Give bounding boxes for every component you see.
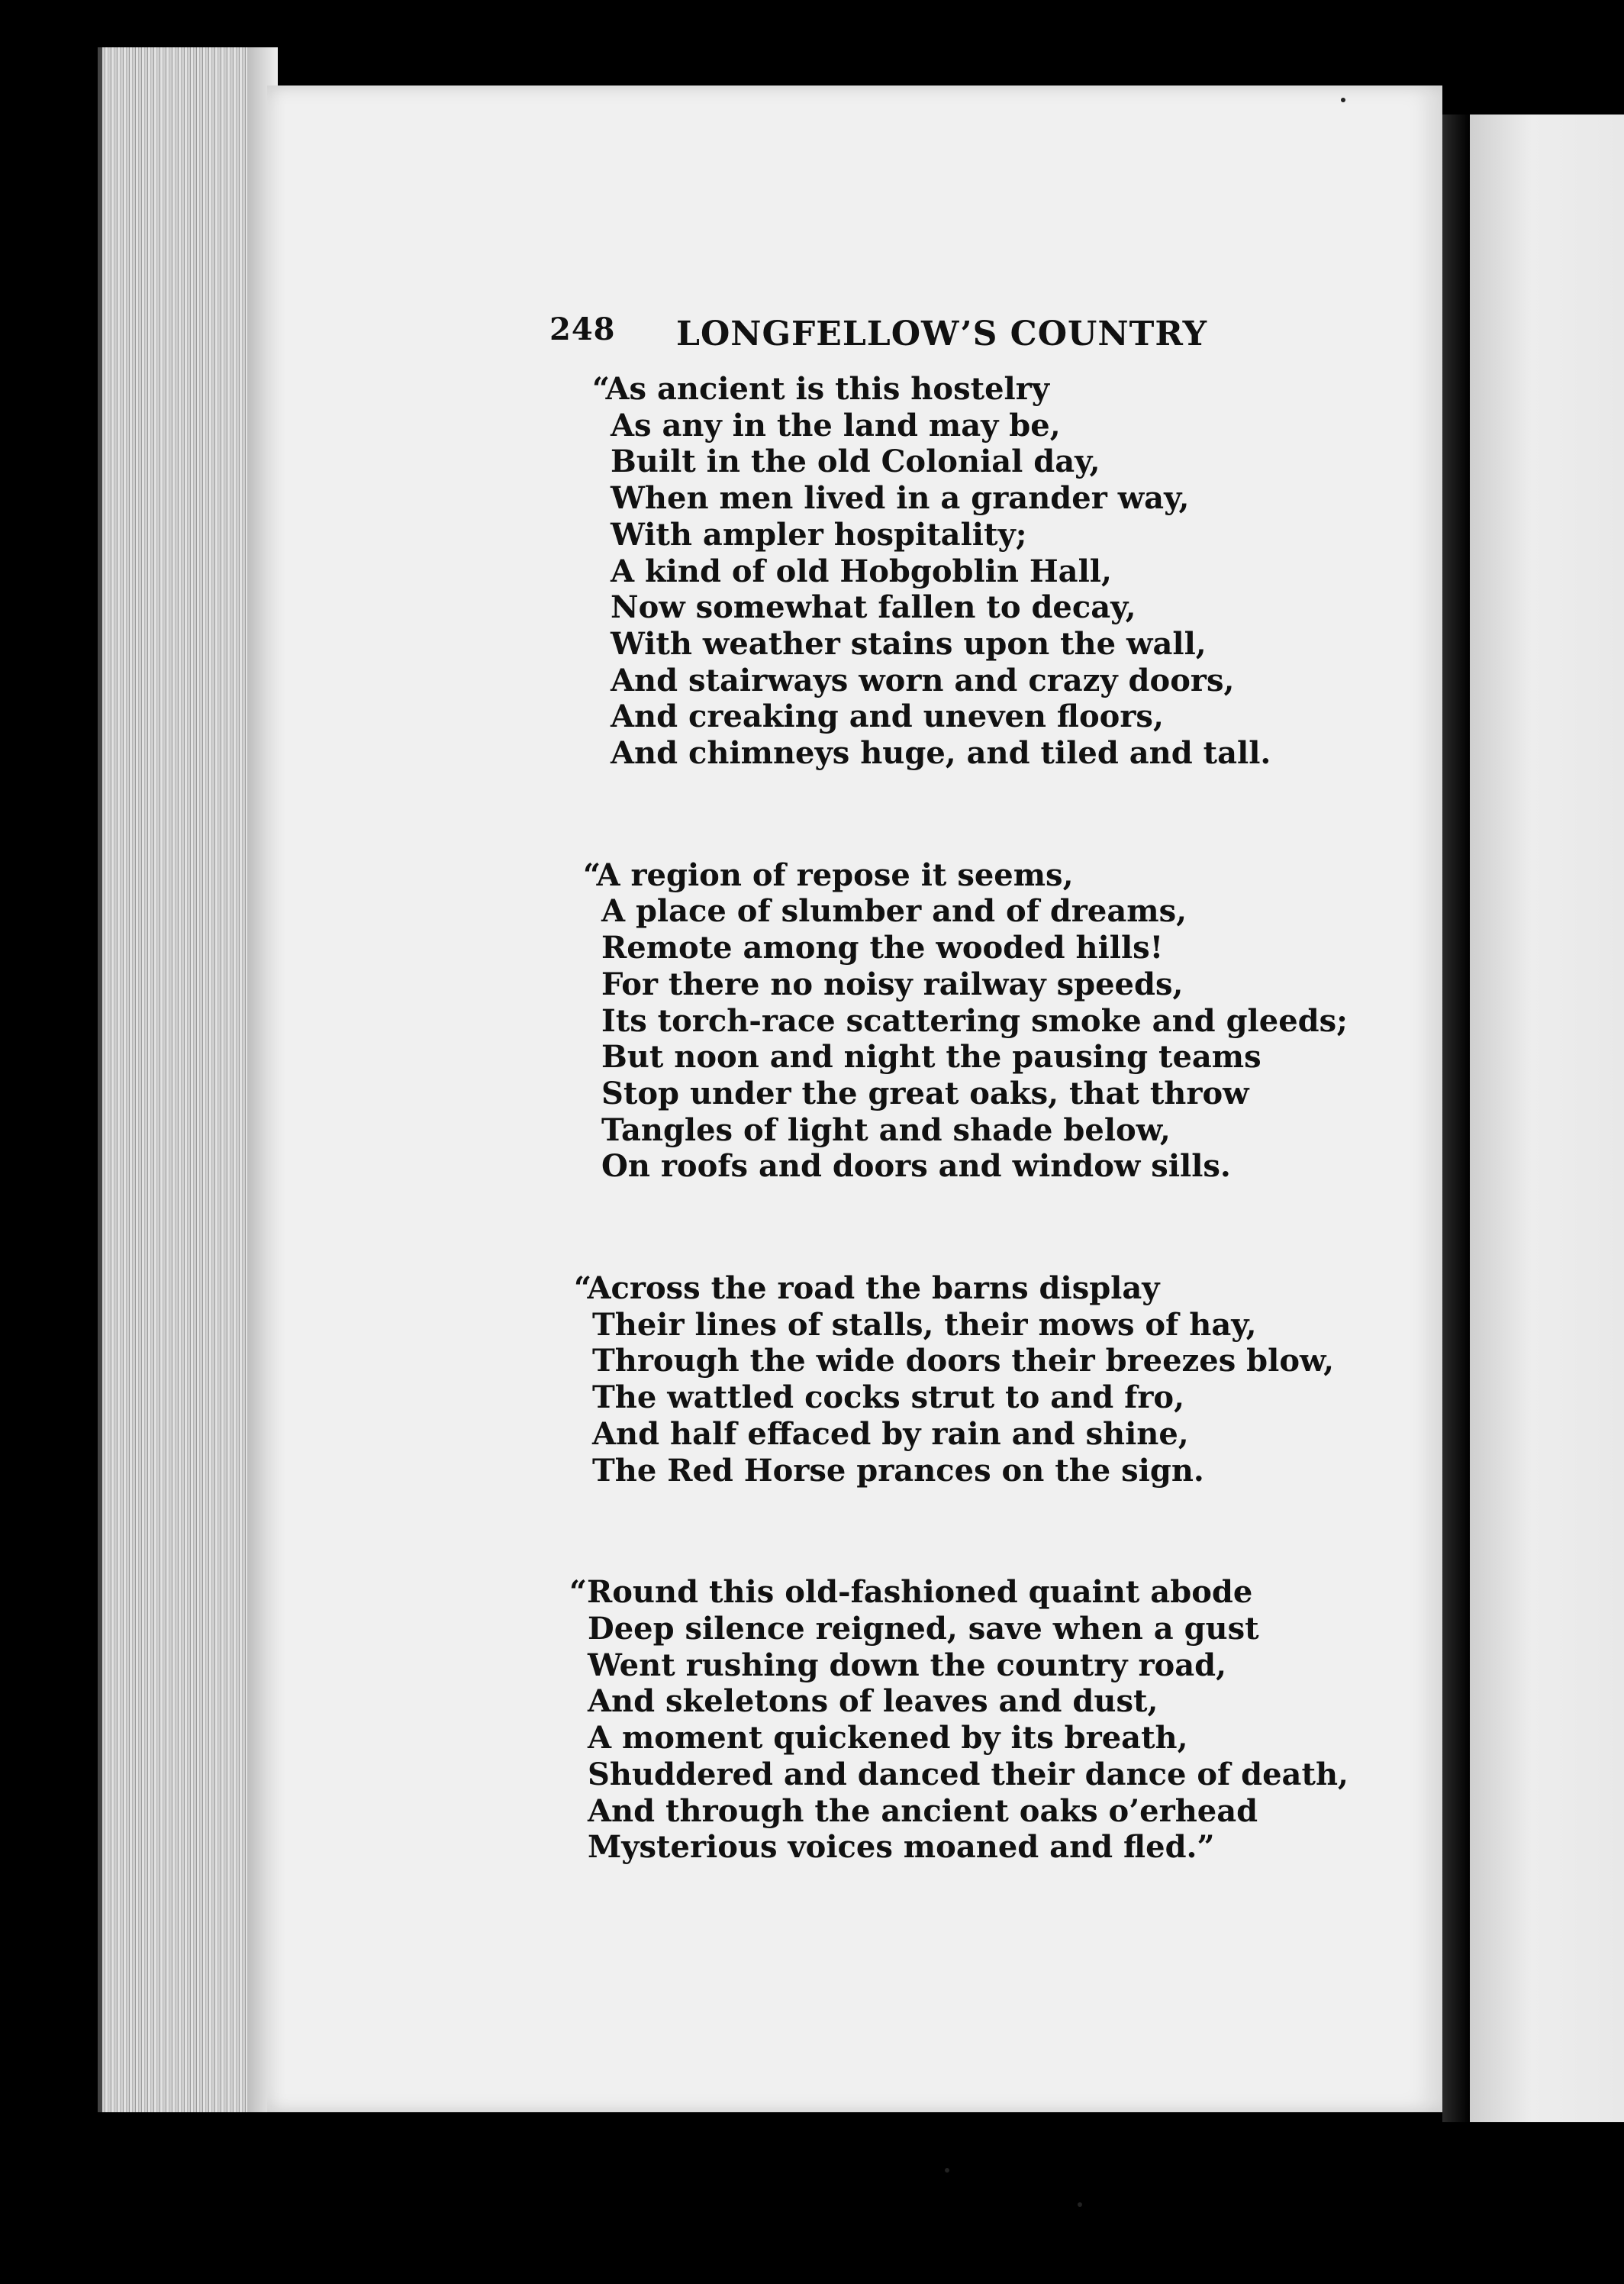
poem-line: The wattled cocks strut to and fro, [592,1379,1185,1416]
poem-line: With weather stains upon the wall, [611,625,1207,662]
poem-line: And stairways worn and crazy doors, [611,662,1235,698]
poem-line: A moment quickened by its breath, [588,1720,1188,1757]
stanza-4 [569,1574,1348,1866]
page-number: 248 [549,311,616,347]
poem-line: When men lived in a grander way, [611,480,1190,517]
dust-speck [1078,2202,1082,2207]
poem-line: Mysterious voices moaned and fled.” [588,1829,1215,1866]
poem-line: And half effaced by rain and shine, [592,1415,1189,1452]
dust-speck [945,2168,949,2173]
page-header [549,305,1221,366]
poem-line: Now somewhat fallen to decay, [611,589,1136,626]
poem-line: “As ancient is this hostelry [592,371,1050,407]
poem-line: Tangles of light and shade below, [601,1111,1171,1148]
stanza-2 [583,857,1348,1185]
poem-line: The Red Horse prances on the sign. [592,1452,1204,1489]
poem-line: Built in the old Colonial day, [611,444,1100,480]
poem-line: And chimneys huge, and tiled and tall. [611,735,1271,772]
poem-line: And creaking and uneven floors, [611,698,1164,735]
poem-text [569,371,1348,1866]
poem-line: But noon and night the pausing teams [601,1039,1262,1076]
stanza-1 [592,371,1343,772]
facing-page-edge [1470,115,1624,2122]
poem-line: A place of slumber and of dreams, [601,893,1187,930]
poem-line: As any in the land may be, [611,407,1061,444]
poem-line: Through the wide doors their breezes blow, [592,1343,1335,1379]
book-gutter [1442,115,1470,2122]
poem-line: A kind of old Hobgoblin Hall, [611,553,1112,589]
poem-line: Shuddered and danced their dance of death, [588,1756,1348,1792]
page-block-edges [98,47,278,2112]
poem-line: Remote among the wooded hills! [601,930,1164,966]
poem-line: And through the ancient oaks o’erhead [588,1792,1258,1829]
running-head: LONGFELLOW’S COUNTRY [676,315,1207,353]
poem-line: Stop under the great oaks, that throw [601,1075,1249,1111]
poem-line: On roofs and doors and window sills. [601,1148,1231,1185]
poem-line: Their lines of stalls, their mows of hay, [592,1306,1257,1343]
poem-line: Went rushing down the country road, [588,1647,1227,1683]
poem-line: And skeletons of leaves and dust, [588,1683,1158,1720]
poem-line: “Across the road the barns display [574,1270,1160,1307]
poem-line: “Round this old-fashioned quaint abode [569,1574,1253,1611]
poem-line: With ampler hospitality; [611,516,1027,553]
stanza-3 [574,1270,1343,1489]
poem-line: “A region of repose it seems, [583,857,1074,893]
poem-line: Deep silence reigned, save when a gust [588,1610,1259,1647]
dust-speck [1341,98,1345,102]
poem-line: For there no noisy railway speeds, [601,966,1184,1002]
poem-line: Its torch-race scattering smoke and gleeds; [601,1002,1348,1039]
